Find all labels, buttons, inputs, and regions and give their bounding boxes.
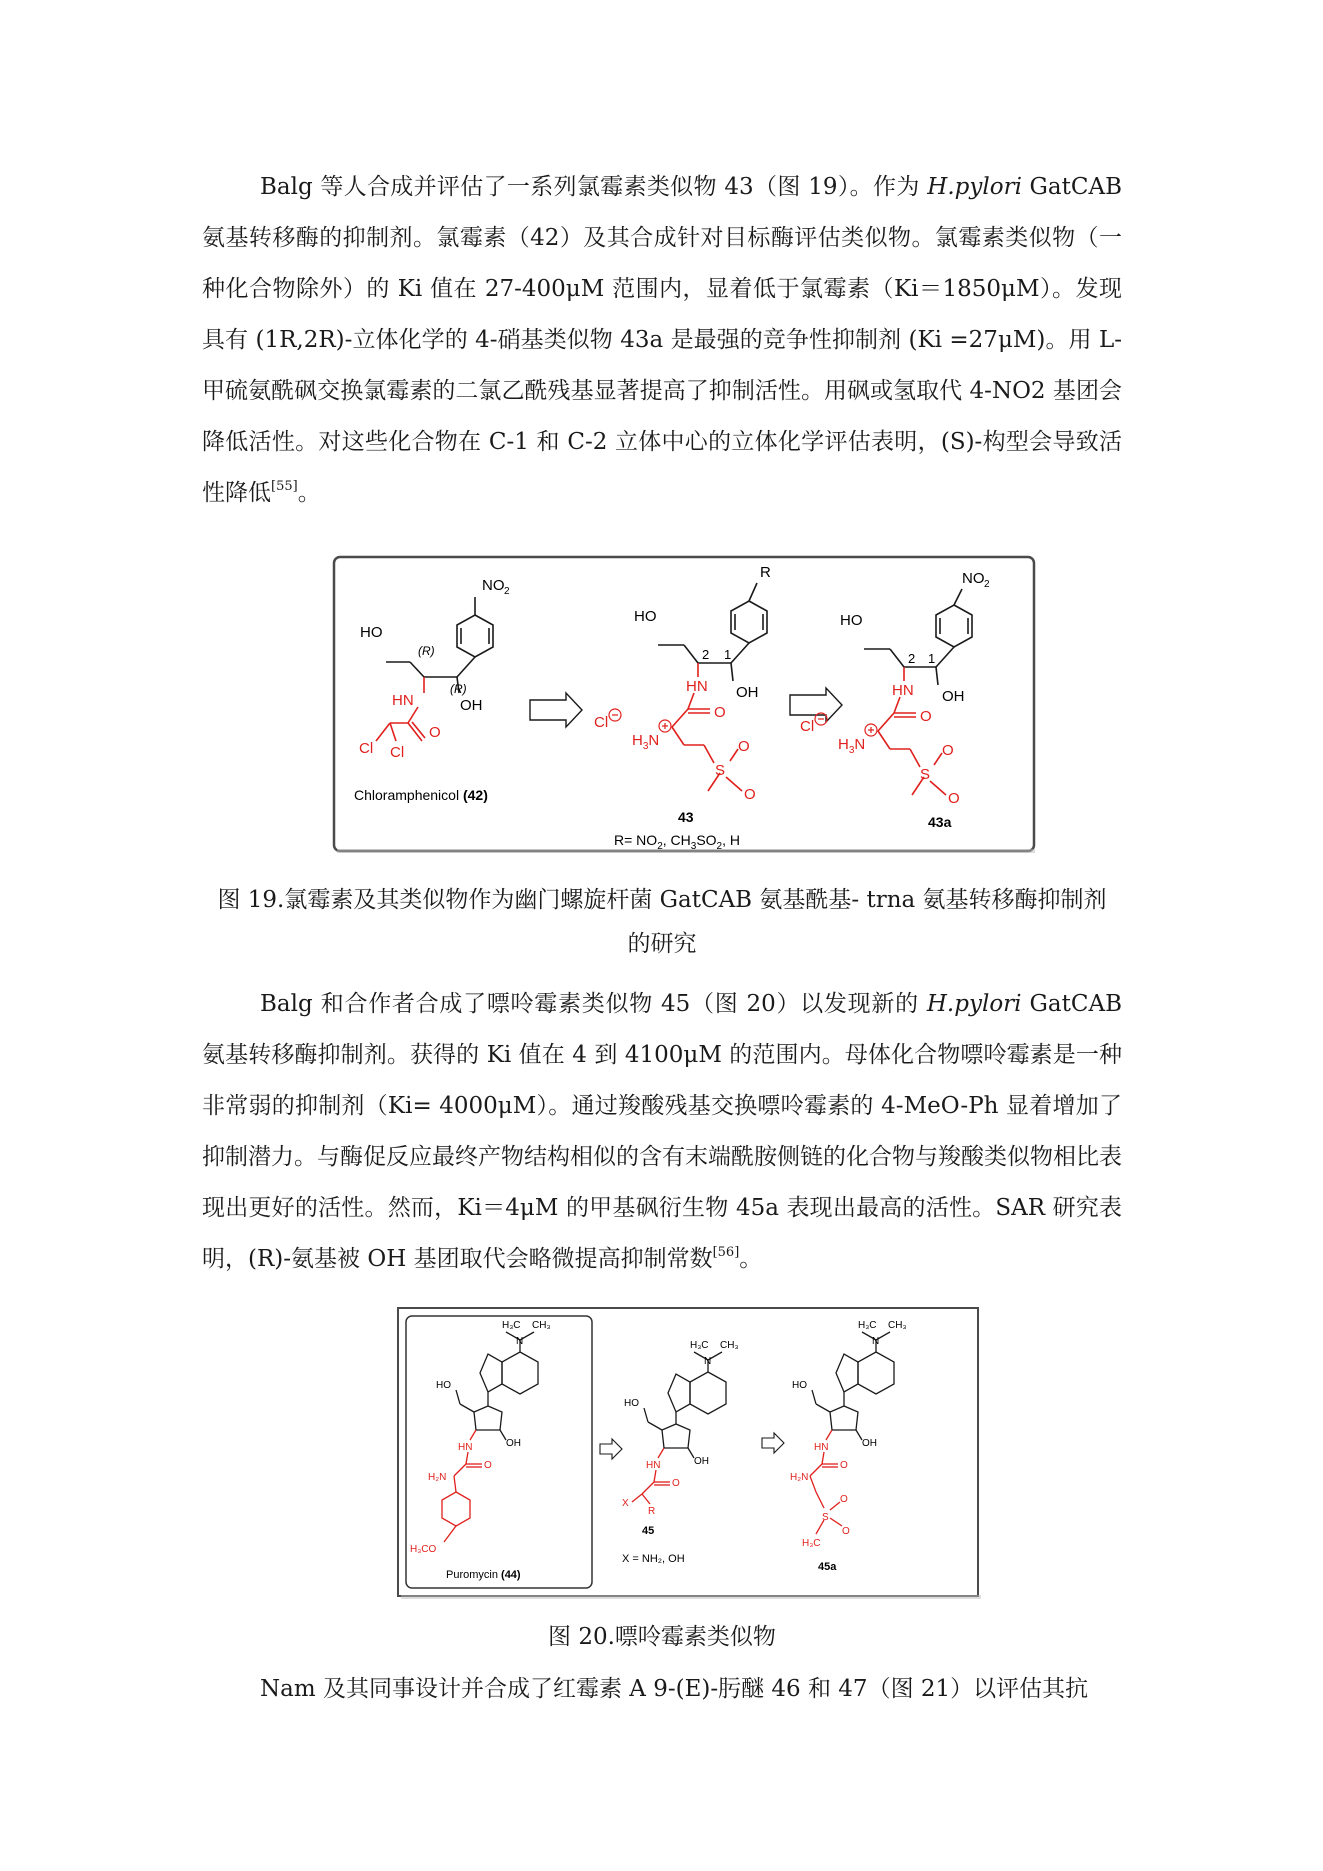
svg-text:O: O (920, 708, 932, 725)
svg-text:HO: HO (624, 1398, 639, 1409)
svg-text:H3N: $H_3N$ (838, 736, 866, 756)
compound-42-label: Chloramphenicol (42) (354, 787, 488, 803)
svg-text:H3N: $H_3N$ (632, 732, 660, 752)
svg-text:HN: HN (892, 682, 914, 699)
svg-text:S: S (822, 1512, 829, 1523)
svg-text:O: O (942, 742, 954, 759)
r-group-label: R (760, 564, 771, 581)
svg-text:CH₃: CH₃ (720, 1340, 739, 1351)
svg-text:(R): (R) (418, 644, 435, 658)
svg-text:O: O (484, 1460, 492, 1471)
compound-45a-label: 45a (818, 1561, 837, 1573)
citation-55[interactable]: [55] (271, 479, 298, 494)
svg-text:HN: HN (814, 1442, 829, 1453)
svg-text:Cl: Cl (359, 740, 374, 757)
svg-text:HO: HO (840, 612, 863, 629)
svg-text:N: N (872, 1336, 880, 1347)
svg-text:OH: OH (694, 1456, 709, 1467)
svg-text:H₂N: H₂N (790, 1472, 809, 1483)
compound-43-label: 43 (678, 809, 694, 825)
compound-45-label: 45 (642, 1525, 655, 1537)
svg-text:OH: OH (942, 688, 965, 705)
citation-56[interactable]: [56] (712, 1245, 740, 1260)
svg-text:HN: HN (686, 678, 708, 695)
svg-text:HN: HN (458, 1442, 473, 1453)
figure-20-caption: 图 20.嘌呤霉素类似物 (548, 1624, 776, 1650)
svg-text:O: O (429, 724, 441, 741)
svg-text:2: 2 (984, 579, 990, 590)
svg-text:R: R (648, 1506, 656, 1517)
svg-text:OH: OH (506, 1438, 521, 1449)
svg-text:OH: OH (862, 1438, 877, 1449)
svg-text:OH: OH (460, 697, 483, 714)
svg-text:HO: HO (792, 1380, 807, 1391)
svg-text:Cl: Cl (594, 714, 609, 731)
svg-text:O: O (840, 1494, 848, 1505)
svg-text:(R): (R) (450, 682, 467, 696)
figure-19 (332, 555, 1038, 857)
figure-19-caption: 图 19.氯霉素及其类似物作为幽门螺旋杆菌 GatCAB 氨基酰基- trna 氨基转移酶抑制剂 的研究 (217, 887, 1107, 957)
svg-text:Cl: Cl (390, 744, 405, 761)
svg-text:HO: HO (436, 1380, 451, 1391)
svg-text:N: N (516, 1336, 524, 1347)
svg-text:O: O (840, 1460, 848, 1471)
svg-text:2: 2 (504, 586, 510, 597)
svg-text:O: O (672, 1478, 680, 1489)
paragraph-3: Nam 及其同事设计并合成了红霉素 A 9-(E)-肟醚 46 和 47（图 21）以评估其抗 (260, 1676, 1089, 1702)
svg-text:H₃C: H₃C (802, 1538, 821, 1549)
compound-44-label: Puromycin (44) (446, 1569, 521, 1581)
svg-text:1: 1 (928, 651, 936, 666)
svg-text:O: O (842, 1526, 850, 1537)
paragraph-1: Balg 等人合成并评估了一系列氯霉素类似物 43（图 19）。作为 H.pylori GatCAB 氨基转移酶的抑制剂。氯霉素（42）及其合成针对目标酶评估类似物。氯霉素类似物（一种化合物除外）的 Ki 值在 27-400μM 范围内，显着低于氯霉素（Ki＝1850μM）。发现具有 (1R,2R)-立体化学的 4-硝基类似物 43a 是最强的竞争性抑制剂 (Ki =27μM)。用 L-甲硫氨酰砜交换氯霉素的二氯乙酰残基显著提高了抑制活性。用砜或氢取代 4-NO2 基团会降低活性。对这些化合物在 C-1 和 C-2 立体中心的立体化学评估表明，(S)-构型会导致活性降低[55]。 (202, 174, 1122, 506)
figure-20 (396, 1306, 982, 1602)
svg-text:CH₃: CH₃ (532, 1320, 551, 1331)
svg-text:S: S (715, 762, 726, 779)
svg-text:Cl: Cl (800, 718, 815, 735)
nitro-label: NO (482, 577, 505, 594)
svg-text:HN: HN (646, 1460, 661, 1471)
compound-43a-label: 43a (928, 814, 952, 830)
svg-text:2: 2 (908, 651, 916, 666)
svg-text:O: O (744, 786, 756, 803)
svg-text:N: N (704, 1356, 712, 1367)
r-definition: $R= NO_2$, $CH_3SO_2$, H (614, 832, 740, 852)
svg-text:2: 2 (702, 647, 710, 662)
svg-text:HN: HN (392, 692, 414, 709)
svg-text:H₃C: H₃C (690, 1340, 709, 1351)
svg-text:1: 1 (724, 647, 732, 662)
svg-text:S: S (920, 766, 931, 783)
svg-text:O: O (714, 704, 726, 721)
species-name: H.pylori (927, 174, 1022, 200)
svg-text:HO: HO (634, 608, 657, 625)
paragraph-2: Balg 和合作者合成了嘌呤霉素类似物 45（图 20）以发现新的 H.pylori GatCAB 氨基转移酶抑制剂。获得的 Ki 值在 4 到 4100μM 的范围内。母体化合物嘌呤霉素是一种非常弱的抑制剂（Ki= 4000μM）。通过羧酸残基交换嘌呤霉素的 4-MeO-Ph 显着增加了抑制潜力。与酶促反应最终产物结构相似的含有末端酰胺侧链的化合物与羧酸类似物相比表现出更好的活性。然而，Ki＝4μM 的甲基砜衍生物 45a 表现出最高的活性。SAR 研究表明，(R)-氨基被 OH 基团取代会略微提高抑制常数[56]。 (202, 991, 1122, 1272)
svg-text:O: O (738, 738, 750, 755)
svg-text:H₂N: H₂N (428, 1472, 447, 1483)
svg-text:OH: OH (736, 684, 759, 701)
svg-text:H₃CO: H₃CO (410, 1544, 437, 1555)
svg-text:X: X (622, 1498, 629, 1509)
x-definition: X = NH₂, OH (622, 1553, 685, 1565)
species-name: H.pylori (926, 991, 1022, 1017)
svg-text:H₃C: H₃C (858, 1320, 877, 1331)
svg-text:NO: NO (962, 570, 985, 587)
svg-text:O: O (948, 790, 960, 807)
svg-text:HO: HO (360, 624, 383, 641)
svg-text:CH₃: CH₃ (888, 1320, 907, 1331)
svg-text:H₃C: H₃C (502, 1320, 521, 1331)
